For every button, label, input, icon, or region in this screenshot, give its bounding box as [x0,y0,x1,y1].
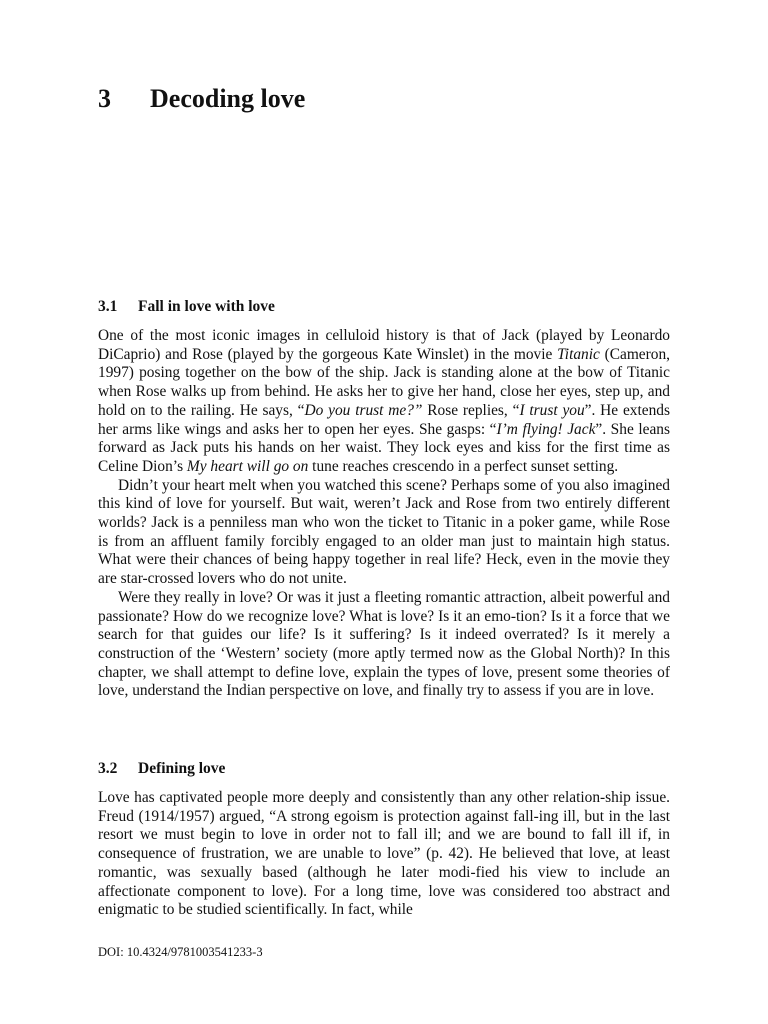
chapter-number: 3 [98,84,111,113]
section-title: Fall in love with love [138,298,275,315]
text-run: ”. She leans forward as Jack puts his hands on her waist. They lock eyes and kiss for the first time as Celine Dion’s [98,420,670,475]
text-run: One of the most iconic images in celluloid history is that of Jack (played by Leonardo DiCaprio) and Rose (played by the gorgeous Kate Winslet) in the movie [98,327,670,363]
italic-run: Titanic [557,345,600,363]
italic-run: Do you trust me?” [304,401,423,419]
paragraph-3: Were they really in love? Or was it just a fleeting romantic attraction, albeit powerful and passionate? How do we recognize love? What is love? Is it an emo-tion? Is it a force that we search for that guides our life? Is it suffering? Is it indeed overrated? Is it merely a construction of the ‘Western’ society (more aptly termed now as the Global North)? In this chapter, we shall attempt to define love, explain the types of love, present some theories of love, understand the Indian perspective on love, and finally try to assess if you are in love. [98,588,670,700]
section-title: Defining love [138,760,226,777]
chapter-title: Decoding love [150,84,306,113]
italic-run: I trust you [519,401,585,419]
section-heading-3-2 [98,760,225,778]
section-3-2-body [98,789,670,920]
text-run: tune reaches crescendo in a perfect sunset setting. [308,457,619,475]
italic-run: I’m flying! Jack [496,420,596,438]
paragraph-2: Didn’t your heart melt when you watched this scene? Perhaps some of you also imagined this kind of love for yourself. But wait, weren’t Jack and Rose from two entirely different worlds? Jack is a penniless man who won the ticket to Titanic in a poker game, while Rose is from an affluent family forcibly engaged to an older man just to maintain high status. What were their chances of being happy together in real life? Heck, even in the movie they are star-crossed lovers who do not unite. [98,476,670,588]
paragraph-4: Love has captivated people more deeply and consistently than any other relation-ship issue. Freud (1914/1957) argued, “A strong egoism is protection against fall-ing ill, but in the last resort we must begin to love in order not to fall ill; and we are bound to fall ill if, in consequence of frustration, we are unable to love” (p. 42). He believed that love, at least romantic, was sexually based (although he later modi-fied his view to include an affectionate component to love). For a long time, love was considered too abstract and enigmatic to be studied scientifically. In fact, while [98,789,670,919]
text-run: (Cameron, 1997) posing together on the bow of the ship. Jack is standing alone at the bow of Titanic when Rose walks up from behind. He asks her to give her hand, close her eyes, step up, and hold on to the railing. He says, “ [98,345,670,419]
paragraph-1 [98,327,670,477]
italic-run: My heart will go on [186,457,309,475]
text-run: Rose replies, “ [422,401,520,419]
section-3-1-body [98,327,670,701]
doi-footer: DOI: 10.4324/9781003541233-3 [98,945,263,959]
section-number: 3.1 [98,298,118,315]
text-run: ”. He extends her arms like wings and asks her to open her eyes. She gasps: “ [98,401,670,438]
section-heading-3-1 [98,298,275,316]
section-number: 3.2 [98,760,118,777]
chapter-heading [98,84,305,114]
